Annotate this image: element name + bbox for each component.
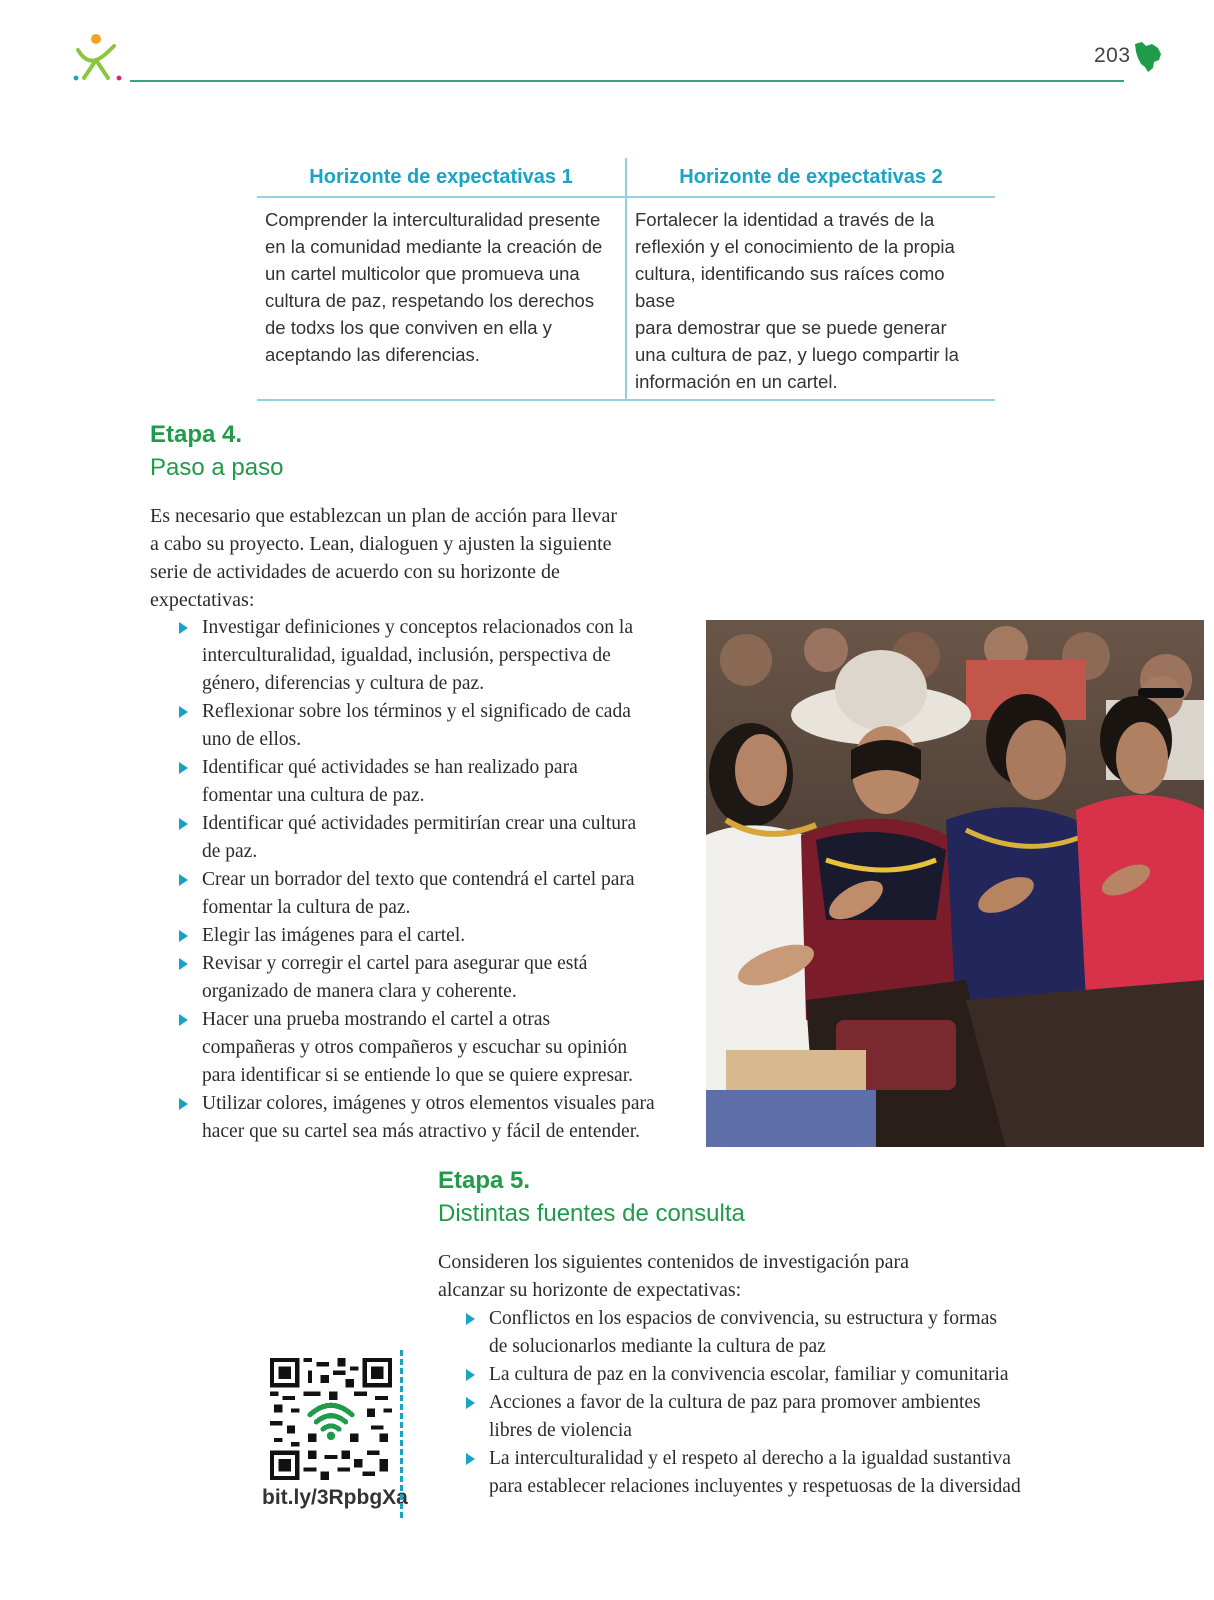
stage-4-title: Paso a paso xyxy=(150,454,284,481)
text-line: fomentar la cultura de paz. xyxy=(202,897,411,918)
list-item xyxy=(176,698,706,754)
text-line: La interculturalidad y el respeto al derecho a la igualdad sustantiva xyxy=(489,1448,1011,1469)
text-line: Fortalecer la identidad a través de la xyxy=(635,209,935,230)
text-line: Identificar qué actividades permitirían crear una cultura xyxy=(202,813,637,834)
text-line: expectativas: xyxy=(150,589,255,611)
text-line: género, diferencias y cultura de paz. xyxy=(202,673,485,694)
list-item xyxy=(176,866,706,922)
stage-5-topics-list xyxy=(463,1305,1103,1501)
text-line: de solucionarlos mediante la cultura de paz xyxy=(489,1336,826,1357)
text-line: fomentar una cultura de paz. xyxy=(202,785,425,806)
text-line: Identificar qué actividades se han realizado para xyxy=(202,757,578,778)
expectation-2-text xyxy=(627,198,995,399)
stage-4-intro xyxy=(150,502,710,614)
list-item xyxy=(176,922,706,950)
stage-5-intro xyxy=(438,1248,1138,1304)
text-line: reflexión y el conocimiento de la propia xyxy=(635,236,955,257)
text-line: en la comunidad mediante la creación de xyxy=(265,236,603,257)
table-body xyxy=(257,198,995,401)
text-line: de todxs los que conviven en ella y xyxy=(265,317,552,338)
text-line: cultura, identificando sus raíces como base xyxy=(635,263,945,311)
text-line: para demostrar que se puede generar xyxy=(635,317,947,338)
list-item xyxy=(463,1361,1103,1389)
text-line: cultura de paz, respetando los derechos xyxy=(265,290,595,311)
stage-5-title: Distintas fuentes de consulta xyxy=(438,1200,745,1227)
person-figure-logo-icon xyxy=(70,30,126,86)
text-line: interculturalidad, igualdad, inclusión, perspectiva de xyxy=(202,645,611,666)
text-line: de paz. xyxy=(202,841,258,862)
expectation-1-text xyxy=(257,198,627,399)
stage-5-number: Etapa 5. xyxy=(438,1167,531,1194)
stage-4-number: Etapa 4. xyxy=(150,421,243,448)
text-line: organizado de manera clara y coherente. xyxy=(202,981,517,1002)
list-item xyxy=(176,754,706,810)
header-rule xyxy=(130,80,1124,82)
stage-5-heading xyxy=(438,1164,745,1230)
qr-code-icon[interactable] xyxy=(270,1358,392,1480)
text-line: Hacer una prueba mostrando el cartel a otras xyxy=(202,1009,551,1030)
text-line: libres de violencia xyxy=(489,1420,632,1441)
text-line: Conflictos en los espacios de convivencia, su estructura y formas xyxy=(489,1308,997,1329)
text-line: Utilizar colores, imágenes y otros elementos visuales para xyxy=(202,1093,655,1114)
text-line: Acciones a favor de la cultura de paz para promover ambientes xyxy=(489,1392,981,1413)
stage-4-activity-list xyxy=(176,614,706,1146)
text-line: serie de actividades de acuerdo con su horizonte de xyxy=(150,561,560,583)
text-line: compañeras y otros compañeros y escuchar su opinión xyxy=(202,1037,628,1058)
stage-4-heading xyxy=(150,418,283,484)
list-item xyxy=(176,1006,706,1090)
text-line: aceptando las diferencias. xyxy=(265,344,480,365)
list-item xyxy=(176,810,706,866)
qr-divider xyxy=(400,1350,403,1518)
text-line: Investigar definiciones y conceptos relacionados con la xyxy=(202,617,634,638)
text-line: para identificar si se entiende lo que se quiere expresar. xyxy=(202,1065,633,1086)
qr-short-link[interactable]: bit.ly/3RpbgXa xyxy=(262,1486,408,1509)
text-line: una cultura de paz, y luego compartir la xyxy=(635,344,959,365)
list-item xyxy=(176,950,706,1006)
text-line: hacer que su cartel sea más atractivo y fácil de entender. xyxy=(202,1121,640,1142)
text-line: Crear un borrador del texto que contendrá el cartel para xyxy=(202,869,635,890)
list-item xyxy=(176,1090,706,1146)
list-item xyxy=(463,1305,1103,1361)
text-line: uno de ellos. xyxy=(202,729,302,750)
text-line: Consideren los siguientes contenidos de investigación para xyxy=(438,1251,910,1273)
expectations-table xyxy=(257,158,995,401)
text-line: Elegir las imágenes para el cartel. xyxy=(202,925,466,946)
list-item xyxy=(176,614,706,698)
text-line: La cultura de paz en la convivencia escolar, familiar y comunitaria xyxy=(489,1364,1009,1385)
text-line: un cartel multicolor que promueva una xyxy=(265,263,580,284)
text-line: alcanzar su horizonte de expectativas: xyxy=(438,1279,742,1301)
list-item xyxy=(463,1445,1103,1501)
page-number: 203 xyxy=(1094,44,1131,67)
text-line: Comprender la interculturalidad presente xyxy=(265,209,601,230)
table-header xyxy=(257,158,995,198)
list-item xyxy=(463,1389,1103,1445)
text-line: Revisar y corregir el cartel para asegurar que está xyxy=(202,953,588,974)
column-title-2: Horizonte de expectativas 2 xyxy=(679,166,943,188)
indigenous-women-clapping-photo xyxy=(706,620,1204,1147)
text-line: información en un cartel. xyxy=(635,371,838,392)
text-line: Reflexionar sobre los términos y el significado de cada xyxy=(202,701,631,722)
text-line: para establecer relaciones incluyentes y respetuosas de la diversidad xyxy=(489,1476,1021,1497)
column-title-1: Horizonte de expectativas 1 xyxy=(257,158,627,196)
map-silhouette-icon xyxy=(1132,40,1164,74)
text-line: Es necesario que establezcan un plan de acción para llevar xyxy=(150,505,617,527)
text-line: a cabo su proyecto. Lean, dialoguen y ajusten la siguiente xyxy=(150,533,612,555)
